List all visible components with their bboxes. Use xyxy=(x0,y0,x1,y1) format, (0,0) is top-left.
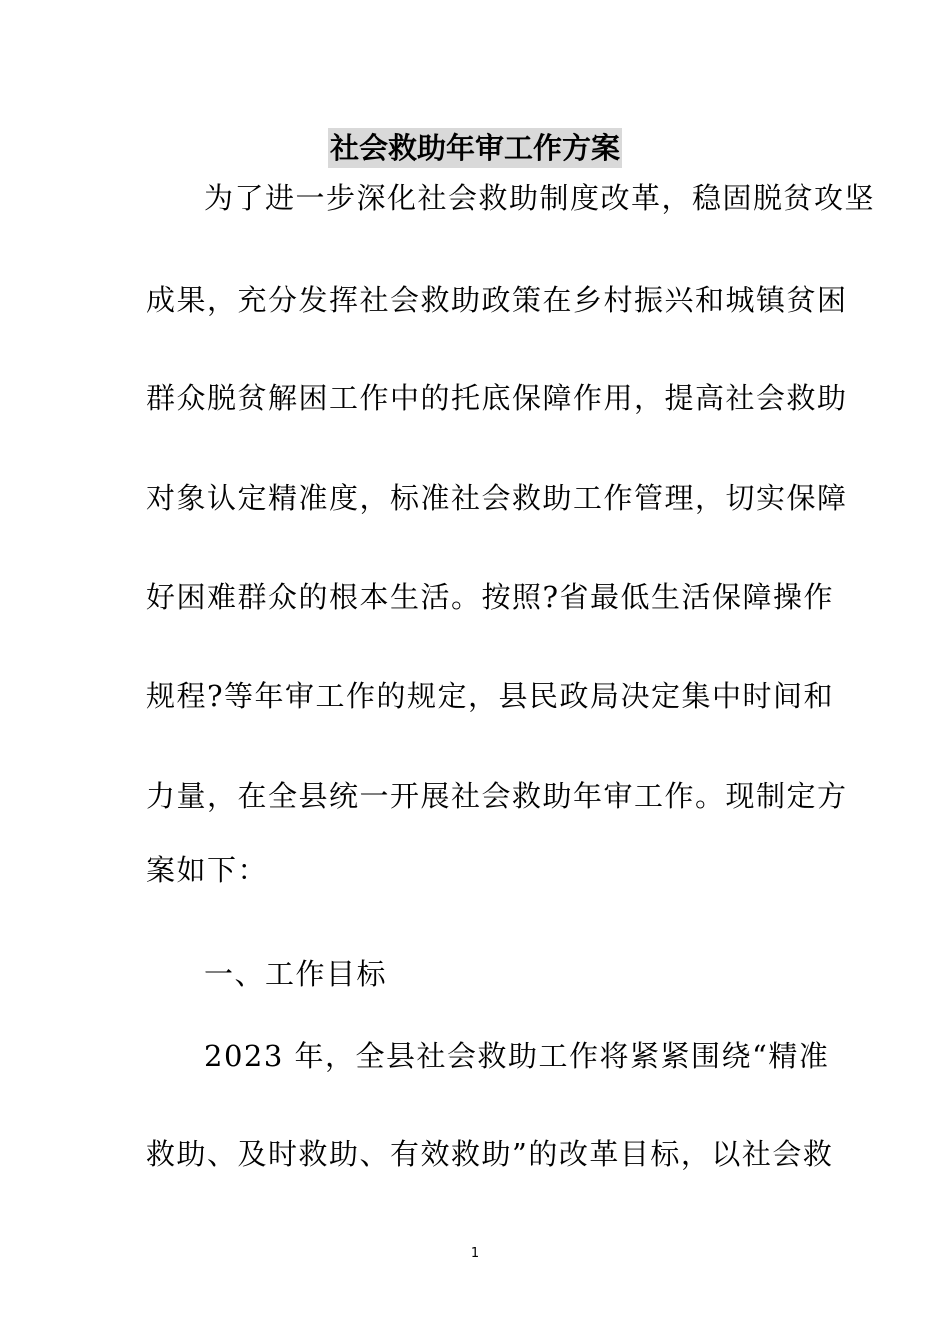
title-container xyxy=(0,128,950,168)
paragraph-line: 好困难群众的根本生活。按照?省最低生活保障操作 xyxy=(146,580,835,614)
paragraph-line: 案如下： xyxy=(146,853,269,887)
paragraph-line: 成果，充分发挥社会救助政策在乡村振兴和城镇贫困 xyxy=(146,283,848,317)
page-number: 1 xyxy=(470,1246,480,1261)
paragraph-line: 2023 年，全县社会救助工作将紧紧围绕“精准 xyxy=(204,1039,830,1073)
paragraph-line: 力量，在全县统一开展社会救助年审工作。现制定方 xyxy=(146,779,848,813)
paragraph-line: 规程?等年审工作的规定，县民政局决定集中时间和 xyxy=(146,679,835,713)
paragraph-line: 为了进一步深化社会救助制度改革，稳固脱贫攻坚 xyxy=(204,181,876,215)
paragraph-line: 救助、及时救助、有效救助”的改革目标，以社会救 xyxy=(146,1137,834,1171)
document-title: 社会救助年审工作方案 xyxy=(328,128,622,168)
paragraph-line: 群众脱贫解困工作中的托底保障作用，提高社会救助 xyxy=(146,381,848,415)
section-heading: 一、工作目标 xyxy=(204,957,388,991)
paragraph-line: 对象认定精准度，标准社会救助工作管理，切实保障 xyxy=(146,481,848,515)
